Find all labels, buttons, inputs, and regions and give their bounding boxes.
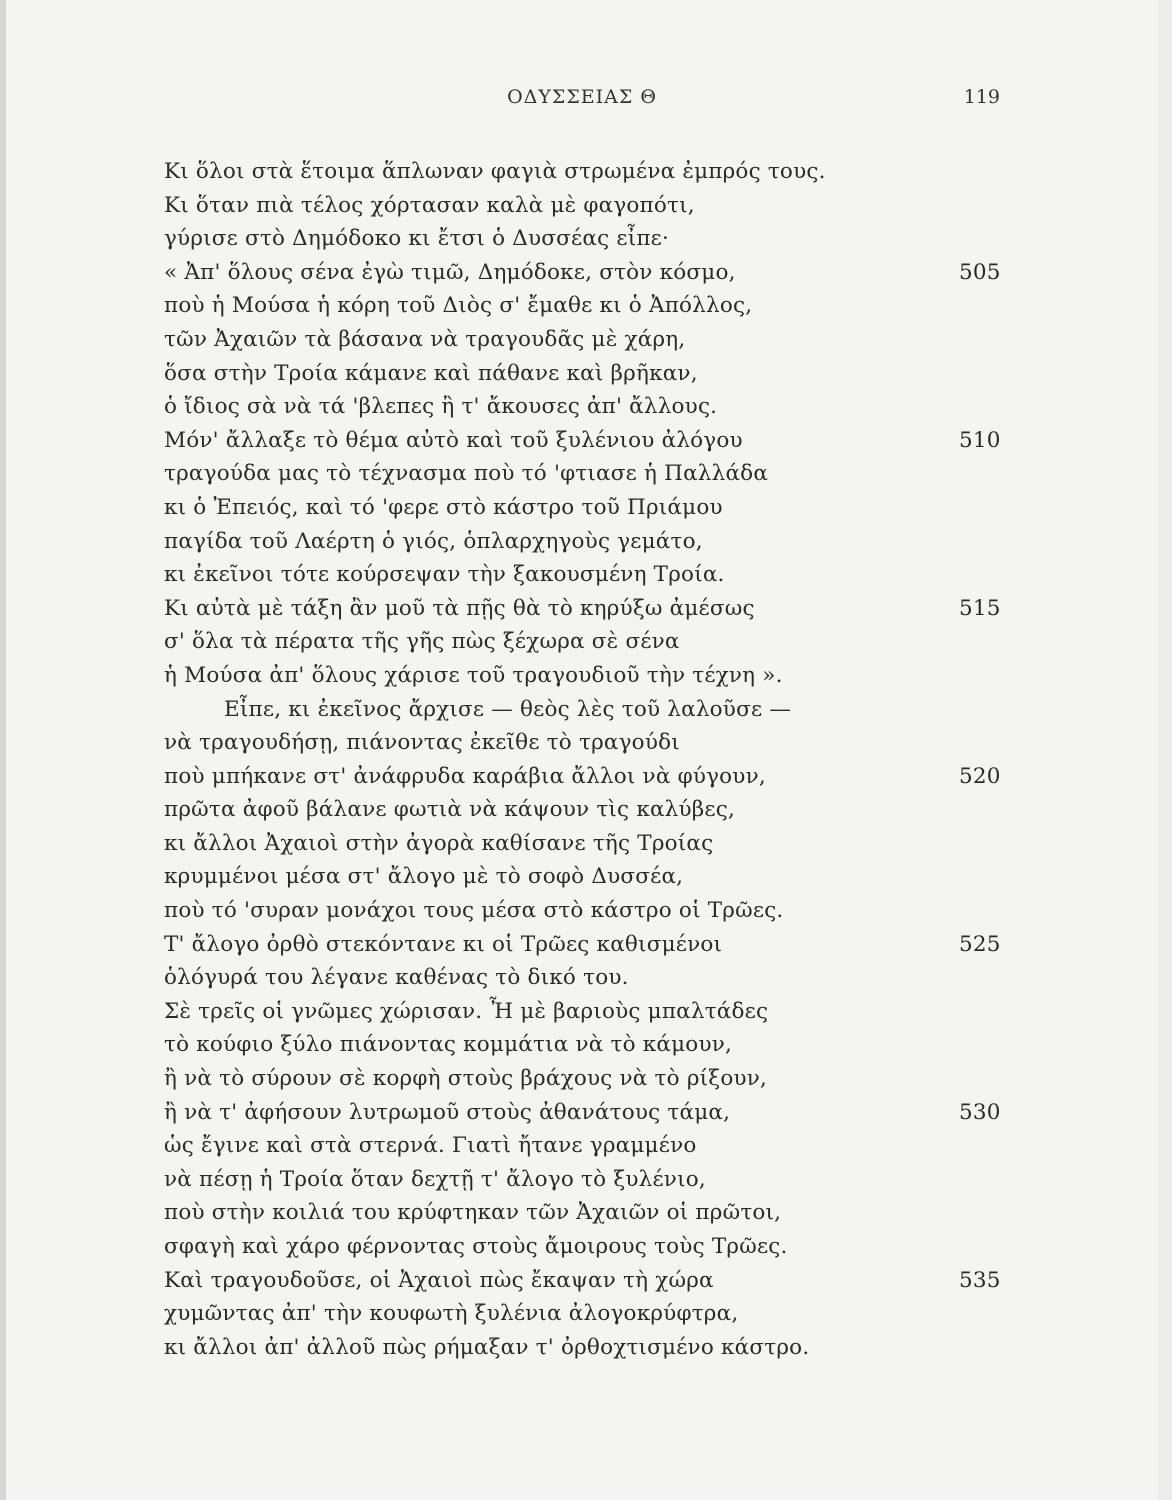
- verse-text: χυμῶντας ἀπ' τὴν κουφωτὴ ξυλένια ἀλογοκρύφτρα,: [164, 1301, 739, 1327]
- page-number: 119: [963, 86, 1000, 108]
- verse-line: [164, 1297, 1014, 1331]
- line-number: 515: [959, 595, 1001, 621]
- verse-line: [164, 659, 1014, 693]
- verse-text: « Ἀπ' ὅλους σένα ἐγὼ τιμῶ, Δημόδοκε, στὸν κόσμο,: [164, 259, 736, 285]
- verse-text: ποὺ στὴν κοιλιά του κρύφτηκαν τῶν Ἀχαιῶν οἱ πρῶτοι,: [164, 1200, 782, 1226]
- verse-line: [164, 457, 1014, 491]
- verse-line: [164, 390, 1014, 424]
- verse-line: [164, 827, 1014, 861]
- verse-text: ὁ ἴδιος σὰ νὰ τά 'βλεπες ἢ τ' ἄκουσες ἀπ' ἄλλους.: [164, 394, 718, 420]
- verse-line: [164, 793, 1014, 827]
- verse-line: [164, 222, 1014, 256]
- verse-text: ποὺ μπήκανε στ' ἀνάφρυδα καράβια ἄλλοι νὰ φύγουν,: [164, 763, 766, 789]
- verse-line: [164, 625, 1014, 659]
- page-header: [164, 86, 1000, 116]
- line-number: 525: [959, 931, 1001, 957]
- verse-line: [164, 693, 1014, 727]
- verse-text: ἢ νὰ τ' ἀφήσουν λυτρωμοῦ στοὺς ἀθανάτους τάμα,: [164, 1099, 731, 1125]
- verse-text: τῶν Ἀχαιῶν τὰ βάσανα νὰ τραγουδᾶς μὲ χάρη,: [164, 326, 686, 352]
- verse-text: παγίδα τοῦ Λαέρτη ὁ γιός, ὁπλαρχηγοὺς γεμάτο,: [164, 528, 703, 554]
- verse-text: ἢ νὰ τὸ σύρουν σὲ κορφὴ στοὺς βράχους νὰ τὸ ρίξουν,: [164, 1066, 768, 1092]
- verse-line: [164, 424, 1014, 458]
- verse-text: νὰ τραγουδήσῃ, πιάνοντας ἐκεῖθε τὸ τραγούδι: [164, 730, 680, 756]
- line-number: 510: [959, 427, 1001, 453]
- verse-line: [164, 289, 1014, 323]
- line-number: 505: [959, 259, 1001, 285]
- verse-text: Τ' ἄλογο ὀρθὸ στεκόντανε κι οἱ Τρῶες καθισμένοι: [164, 931, 723, 957]
- verse-line: [164, 1129, 1014, 1163]
- verse-text: πρῶτα ἀφοῦ βάλανε φωτιὰ νὰ κάψουν τὶς καλύβες,: [164, 797, 736, 823]
- verse-text: σφαγὴ καὶ χάρο φέρνοντας στοὺς ἄμοιρους τοὺς Τρῶες.: [164, 1234, 788, 1259]
- verse-text: γύρισε στὸ Δημόδοκο κι ἔτσι ὁ Δυσσέας εἶπε·: [164, 226, 670, 252]
- verse-line: [164, 1230, 1014, 1264]
- verse-line: [164, 357, 1014, 391]
- verse-text: κρυμμένοι μέσα στ' ἄλογο μὲ τὸ σοφὸ Δυσσέα,: [164, 864, 684, 890]
- verse-text: ὁλόγυρά του λέγανε καθένας τὸ δικό του.: [164, 965, 629, 991]
- verse-text: Σὲ τρεῖς οἱ γνῶμες χώρισαν. Ἦ μὲ βαριοὺς μπαλτάδες: [164, 998, 769, 1024]
- verse-line: [164, 491, 1014, 525]
- verse-text: νὰ πέσῃ ἡ Τροία ὅταν δεχτῇ τ' ἄλογο τὸ ξυλένιο,: [164, 1166, 706, 1192]
- verse-text: ποὺ ἡ Μούσα ἡ κόρη τοῦ Διὸς σ' ἔμαθε κι ὁ Ἀπόλλος,: [164, 293, 753, 319]
- verse-line: [164, 894, 1014, 928]
- running-head: ΟΔΥΣΣΕΙΑΣ Θ: [507, 86, 657, 108]
- line-number: 520: [959, 763, 1001, 789]
- verse-text: Εἶπε, κι ἐκεῖνος ἄρχισε — θεὸς λὲς τοῦ λαλοῦσε —: [224, 696, 792, 722]
- verse-line: [164, 558, 1014, 592]
- verse-text: κι ἄλλοι ἀπ' ἀλλοῦ πὼς ρήμαξαν τ' ὀρθοχτισμένο κάστρο.: [164, 1334, 810, 1360]
- verse-line: [164, 1264, 1014, 1298]
- verse-line: [164, 1028, 1014, 1062]
- line-number: 535: [959, 1267, 1001, 1293]
- verse-line: [164, 860, 1014, 894]
- verse-line: [164, 525, 1014, 559]
- verse-line: [164, 995, 1014, 1029]
- verse-text: Κι ὅταν πιὰ τέλος χόρτασαν καλὰ μὲ φαγοπότι,: [164, 192, 695, 218]
- verse-line: [164, 1163, 1014, 1197]
- verse-text: σ' ὅλα τὰ πέρατα τῆς γῆς πὼς ξέχωρα σὲ σένα: [164, 629, 680, 655]
- verse-line: [164, 726, 1014, 760]
- verse-line: [164, 323, 1014, 357]
- line-number: 530: [959, 1099, 1001, 1125]
- page-edge-right: [1158, 0, 1172, 1500]
- verse-line: [164, 256, 1014, 290]
- verse-line: [164, 928, 1014, 962]
- verse-line: [164, 1096, 1014, 1130]
- verse-text: Κι ὅλοι στὰ ἕτοιμα ἅπλωναν φαγιὰ στρωμένα ἐμπρός τους.: [164, 159, 826, 184]
- verse-text: Καὶ τραγουδοῦσε, οἱ Ἀχαιοὶ πὼς ἔκαψαν τὴ χώρα: [164, 1267, 714, 1293]
- verse-text: κι ἐκεῖνοι τότε κούρσεψαν τὴν ξακουσμένη Τροία.: [164, 562, 725, 588]
- verse-line: [164, 1062, 1014, 1096]
- verse-line: [164, 760, 1014, 794]
- page-edge-left: [0, 0, 6, 1500]
- verse-text: ὅσα στὴν Τροία κάμανε καὶ πάθανε καὶ βρῆκαν,: [164, 360, 698, 386]
- verse-line: [164, 961, 1014, 995]
- verse-text: ὡς ἔγινε καὶ στὰ στερνά. Γιατὶ ἤτανε γραμμένο: [164, 1133, 697, 1159]
- verse-text: τραγούδα μας τὸ τέχνασμα ποὺ τό 'φτιασε ἡ Παλλάδα: [164, 461, 769, 487]
- verse-text: κι ὁ Ἐπειός, καὶ τό 'φερε στὸ κάστρο τοῦ Πριάμου: [164, 494, 723, 520]
- verse-text: Κι αὐτὰ μὲ τάξη ἂν μοῦ τὰ πῇς θὰ τὸ κηρύξω ἀμέσως: [164, 595, 755, 621]
- verse-text: κι ἄλλοι Ἀχαιοὶ στὴν ἀγορὰ καθίσανε τῆς Τροίας: [164, 830, 714, 856]
- verse-text: ἡ Μούσα ἀπ' ὅλους χάρισε τοῦ τραγουδιοῦ τὴν τέχνη ».: [164, 662, 783, 688]
- verse-line: [164, 189, 1014, 223]
- verse-line: [164, 592, 1014, 626]
- verse-line: [164, 1196, 1014, 1230]
- verse-text: Μόν' ἄλλαξε τὸ θέμα αὐτὸ καὶ τοῦ ξυλένιου ἀλόγου: [164, 427, 743, 453]
- verse-line: [164, 155, 1014, 189]
- verse-text: ποὺ τό 'συραν μονάχοι τους μέσα στὸ κάστρο οἱ Τρῶες.: [164, 898, 784, 924]
- verse-block: [164, 155, 1014, 1364]
- verse-line: [164, 1331, 1014, 1365]
- verse-text: τὸ κούφιο ξύλο πιάνοντας κομμάτια νὰ τὸ κάμουν,: [164, 1032, 733, 1058]
